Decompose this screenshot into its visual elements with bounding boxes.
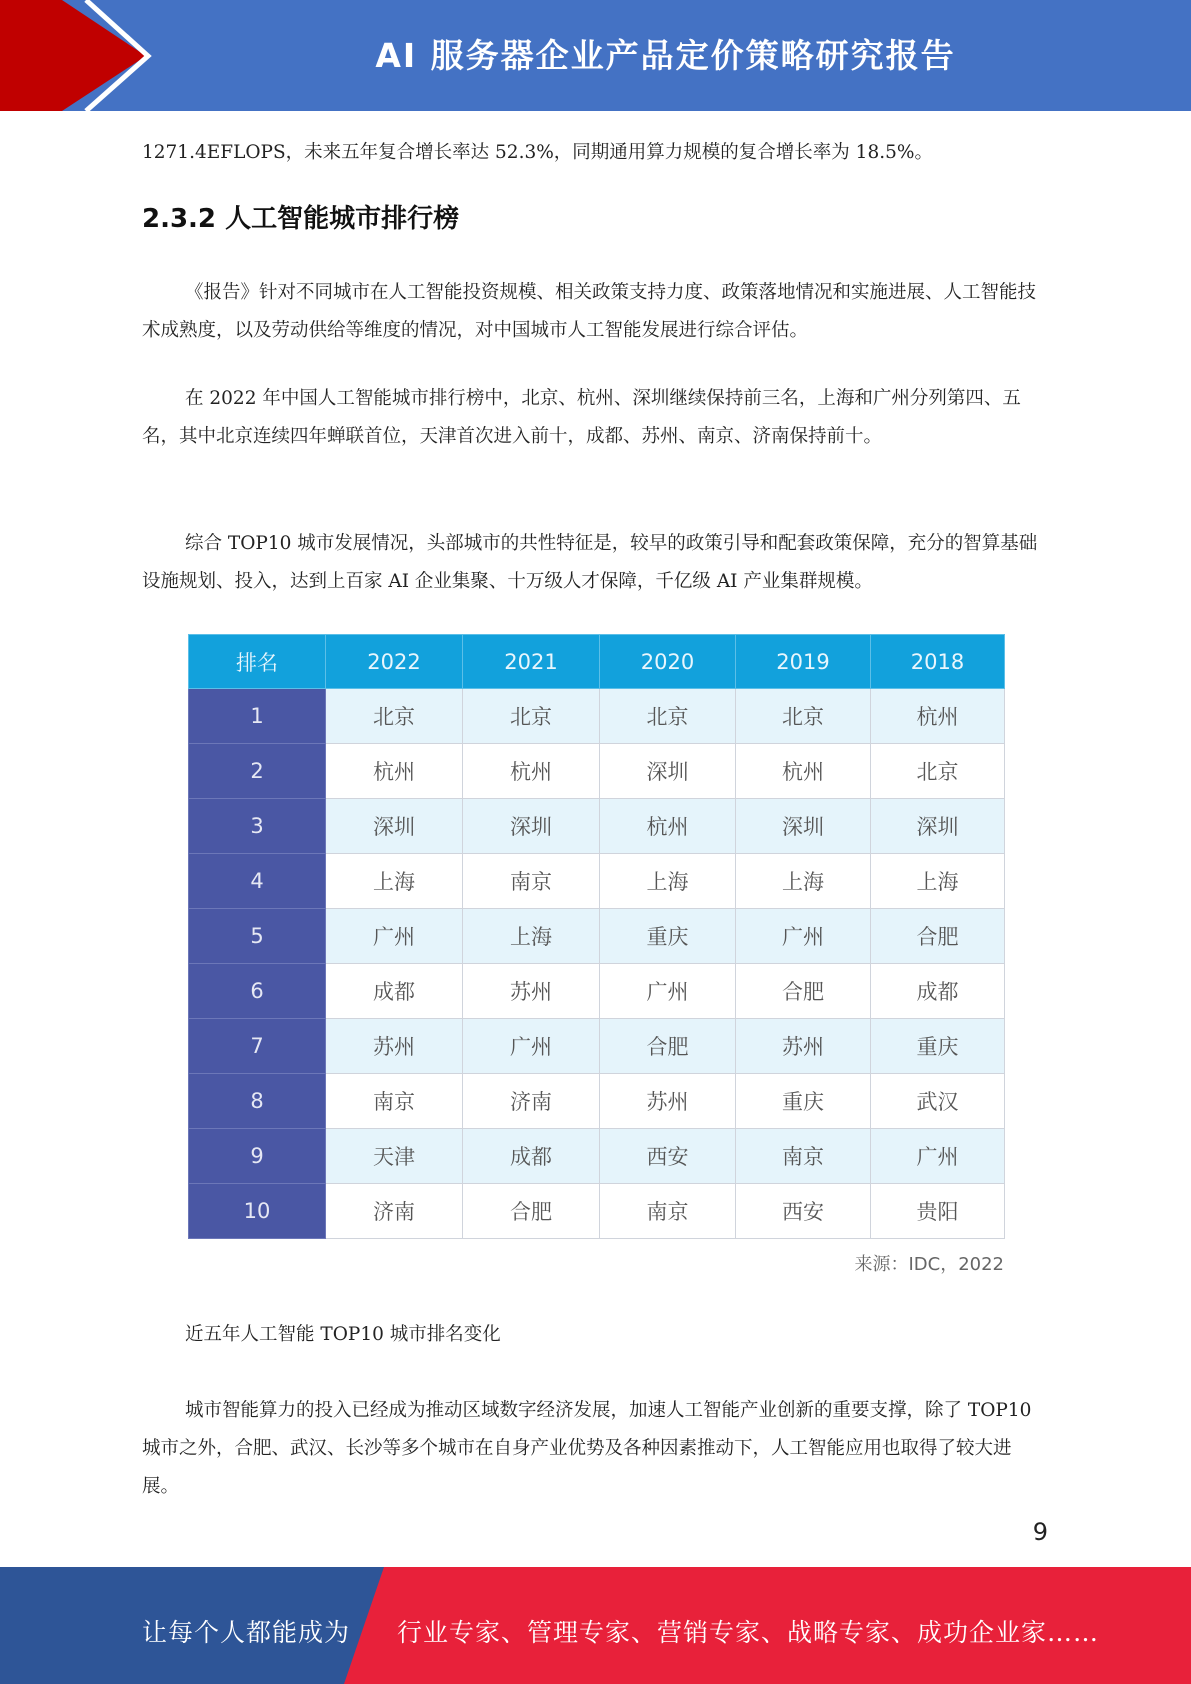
- city-cell: 杭州: [600, 799, 736, 854]
- city-cell: 重庆: [736, 1074, 871, 1129]
- table-header-cell: 2019: [736, 635, 871, 689]
- city-cell: 北京: [600, 689, 736, 744]
- header-banner: [0, 0, 1191, 111]
- city-cell: 南京: [326, 1074, 463, 1129]
- city-cell: 武汉: [871, 1074, 1005, 1129]
- rank-cell: 9: [189, 1129, 326, 1184]
- section-heading: 2.3.2 人工智能城市排行榜: [142, 204, 460, 234]
- city-cell: 杭州: [326, 744, 463, 799]
- rank-cell: 6: [189, 964, 326, 1019]
- table-row: [189, 744, 1005, 799]
- city-cell: 广州: [600, 964, 736, 1019]
- footer-slogan-left: 让每个人都能成为: [142, 1618, 351, 1647]
- city-cell: 济南: [326, 1184, 463, 1239]
- city-cell: 北京: [326, 689, 463, 744]
- paragraph-1: 《报告》针对不同城市在人工智能投资规模、相关政策支持力度、政策落地情况和实施进展、人工智能技术成熟度，以及劳动供给等维度的情况，对中国城市人工智能发展进行综合评估。: [142, 282, 1037, 341]
- city-cell: 合肥: [736, 964, 871, 1019]
- table-row: [189, 689, 1005, 744]
- city-cell: 杭州: [871, 689, 1005, 744]
- closing-paragraph: 城市智能算力的投入已经成为推动区域数字经济发展，加速人工智能产业创新的重要支撑，除了 TOP10 城市之外，合肥、武汉、长沙等多个城市在自身产业优势及各种因素推动下，人工智能应用也取得了较大进展。: [142, 1400, 1032, 1497]
- city-cell: 南京: [463, 854, 600, 909]
- rank-cell: 2: [189, 744, 326, 799]
- rank-cell: 10: [189, 1184, 326, 1239]
- city-cell: 广州: [463, 1019, 600, 1074]
- table-row: [189, 854, 1005, 909]
- city-cell: 深圳: [600, 744, 736, 799]
- city-cell: 苏州: [326, 1019, 463, 1074]
- rank-cell: 7: [189, 1019, 326, 1074]
- city-cell: 成都: [463, 1129, 600, 1184]
- city-cell: 杭州: [463, 744, 600, 799]
- city-cell: 成都: [871, 964, 1005, 1019]
- city-cell: 成都: [326, 964, 463, 1019]
- city-cell: 苏州: [736, 1019, 871, 1074]
- city-cell: 北京: [736, 689, 871, 744]
- document-title: AI 服务器企业产品定价策略研究报告: [375, 36, 956, 75]
- table-header-cell: 2022: [326, 635, 463, 689]
- city-cell: 西安: [600, 1129, 736, 1184]
- city-cell: 深圳: [736, 799, 871, 854]
- rank-cell: 4: [189, 854, 326, 909]
- rank-cell: 5: [189, 909, 326, 964]
- city-cell: 深圳: [463, 799, 600, 854]
- city-cell: 合肥: [463, 1184, 600, 1239]
- city-cell: 杭州: [736, 744, 871, 799]
- page-number: 9: [1032, 1518, 1048, 1546]
- city-cell: 苏州: [463, 964, 600, 1019]
- city-cell: 苏州: [600, 1074, 736, 1129]
- table-row: [189, 1074, 1005, 1129]
- table-source-note: 来源：IDC，2022: [854, 1254, 1004, 1275]
- city-cell: 深圳: [326, 799, 463, 854]
- city-cell: 广州: [871, 1129, 1005, 1184]
- city-cell: 广州: [736, 909, 871, 964]
- table-row: [189, 799, 1005, 854]
- city-cell: 西安: [736, 1184, 871, 1239]
- city-ranking-table: [188, 634, 1005, 1239]
- paragraph-2: 在 2022 年中国人工智能城市排行榜中，北京、杭州、深圳继续保持前三名，上海和广州分列第四、五名，其中北京连续四年蝉联首位，天津首次进入前十，成都、苏州、南京、济南保持前十。: [142, 388, 1021, 447]
- footer-banner: [0, 1567, 1191, 1684]
- city-cell: 上海: [736, 854, 871, 909]
- table-row: [189, 1019, 1005, 1074]
- table-header-cell: 2021: [463, 635, 600, 689]
- table-row: [189, 1129, 1005, 1184]
- city-cell: 上海: [463, 909, 600, 964]
- city-cell: 重庆: [600, 909, 736, 964]
- table-row: [189, 909, 1005, 964]
- rank-cell: 8: [189, 1074, 326, 1129]
- rank-cell: 1: [189, 689, 326, 744]
- table-header-cell: 排名: [189, 635, 326, 689]
- city-cell: 北京: [463, 689, 600, 744]
- intro-line: 1271.4EFLOPS，未来五年复合增长率达 52.3%，同期通用算力规模的复合增长率为 18.5%。: [142, 142, 933, 163]
- table-header-cell: 2020: [600, 635, 736, 689]
- table-header-row: [189, 635, 1005, 689]
- city-cell: 南京: [736, 1129, 871, 1184]
- footer-slogan-right: 行业专家、管理专家、营销专家、战略专家、成功企业家……: [397, 1618, 1100, 1647]
- city-cell: 北京: [871, 744, 1005, 799]
- city-cell: 重庆: [871, 1019, 1005, 1074]
- table-caption: 近五年人工智能 TOP10 城市排名变化: [185, 1324, 501, 1345]
- city-cell: 贵阳: [871, 1184, 1005, 1239]
- table-row: [189, 1184, 1005, 1239]
- city-cell: 上海: [600, 854, 736, 909]
- paragraph-3: 综合 TOP10 城市发展情况，头部城市的共性特征是，较早的政策引导和配套政策保障，充分的智算基础设施规划、投入，达到上百家 AI 企业集聚、十万级人才保障，千亿级 AI 产业集群规模。: [142, 533, 1038, 592]
- table-row: [189, 964, 1005, 1019]
- city-cell: 天津: [326, 1129, 463, 1184]
- city-cell: 广州: [326, 909, 463, 964]
- city-cell: 上海: [326, 854, 463, 909]
- city-cell: 合肥: [600, 1019, 736, 1074]
- rank-cell: 3: [189, 799, 326, 854]
- city-cell: 合肥: [871, 909, 1005, 964]
- city-cell: 深圳: [871, 799, 1005, 854]
- city-cell: 南京: [600, 1184, 736, 1239]
- city-cell: 济南: [463, 1074, 600, 1129]
- table-header-cell: 2018: [871, 635, 1005, 689]
- city-cell: 上海: [871, 854, 1005, 909]
